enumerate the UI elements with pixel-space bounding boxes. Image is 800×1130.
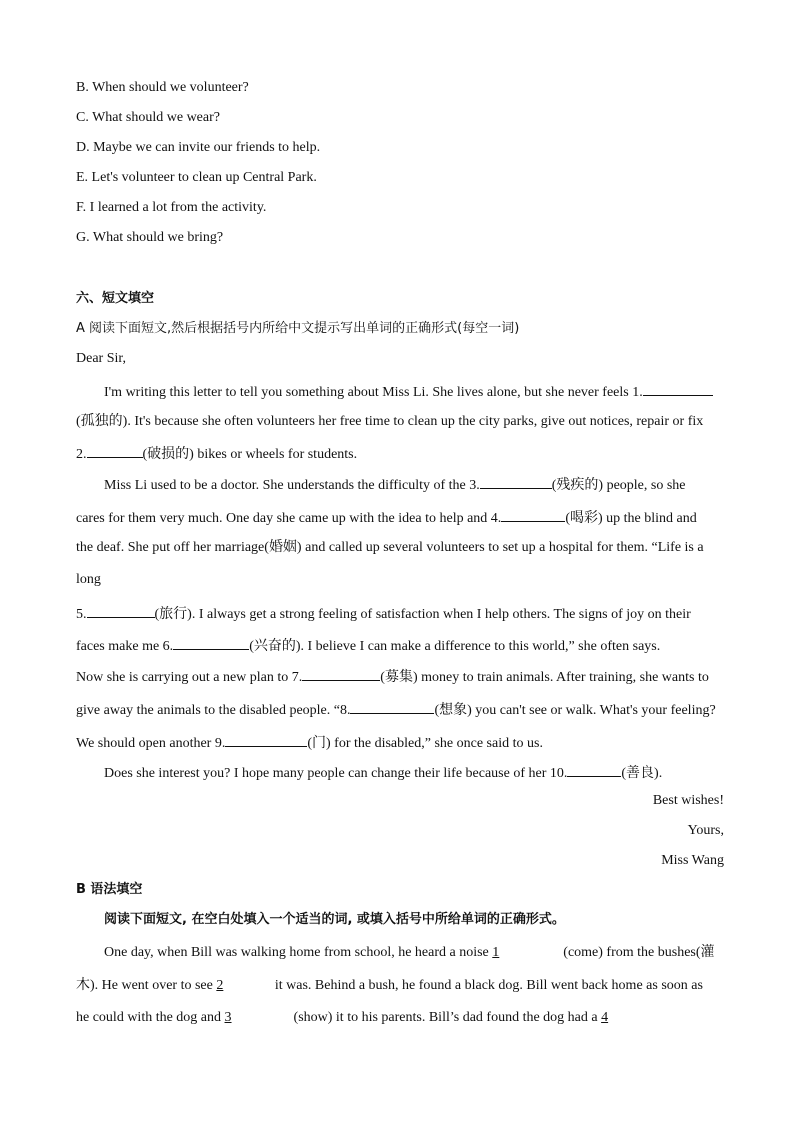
- paragraph-line: faces make me 6. (兴奋的). I believe I can make a difference to this world,” she often says.: [76, 635, 660, 656]
- paragraph-line: long: [76, 572, 101, 587]
- paragraph-line: Now she is carrying out a new plan to 7. (募集) money to train animals. After training, she wants to: [76, 666, 709, 687]
- option-g: G. What should we bring?: [76, 230, 224, 245]
- option-e: E. Let's volunteer to clean up Central Park.: [76, 170, 317, 185]
- blank-b4[interactable]: 4: [601, 1010, 609, 1025]
- paragraph-line: cares for them very much. One day she came up with the idea to help and 4. (喝彩) up the blind and: [76, 507, 697, 528]
- paragraph-line: I'm writing this letter to tell you something about Miss Li. She lives alone, but she never feels 1.: [104, 381, 713, 402]
- closing-signature: Miss Wang: [661, 853, 724, 868]
- paragraph-line: give away the animals to the disabled people. “8. (想象) you can't see or walk. What's your feeling?: [76, 699, 716, 720]
- paragraph-line: Miss Li used to be a doctor. She understands the difficulty of the 3. (残疾的) people, so she: [104, 474, 686, 495]
- paragraph-line: Does she interest you? I hope many people can change their life because of her 10. (善良).: [104, 762, 662, 783]
- closing-yours: Yours,: [687, 823, 724, 838]
- paragraph-line: 2. (破损的) bikes or wheels for students.: [76, 443, 357, 464]
- paragraph-line: the deaf. She put off her marriage(婚姻) and called up several volunteers to set up a hospital for them. “Life is a: [76, 540, 704, 555]
- option-f: F. I learned a lot from the activity.: [76, 200, 267, 215]
- option-c: C. What should we wear?: [76, 110, 220, 125]
- blank-4[interactable]: [501, 507, 565, 522]
- blank-b2[interactable]: 2: [216, 978, 224, 993]
- blank-8[interactable]: [350, 699, 434, 714]
- paragraph-line: (孤独的). It's because she often volunteers her free time to clean up the city parks, give out notices, repair or fix: [76, 414, 704, 429]
- option-b: B. When should we volunteer?: [76, 80, 249, 95]
- greeting: Dear Sir,: [76, 351, 126, 366]
- blank-6[interactable]: [173, 635, 249, 650]
- blank-3[interactable]: [480, 474, 552, 489]
- blank-9[interactable]: [225, 732, 307, 747]
- option-d: D. Maybe we can invite our friends to help.: [76, 140, 321, 155]
- paragraph-line: We should open another 9. (门) for the disabled,” she once said to us.: [76, 732, 543, 753]
- blank-b3[interactable]: 3: [224, 1010, 232, 1025]
- blank-2[interactable]: [87, 443, 143, 458]
- paragraph-line: 木). He went over to see 2 it was. Behind a bush, he found a black dog. Bill went back home as soon as: [76, 978, 703, 993]
- blank-10[interactable]: [567, 762, 621, 777]
- paragraph-line: 5. (旅行). I always get a strong feeling of satisfaction when I help others. The signs of joy on their: [76, 603, 691, 624]
- part-b-instruction: 阅读下面短文, 在空白处填入一个适当的词, 或填入括号中所给单词的正确形式。: [104, 912, 565, 927]
- section-heading: 六、短文填空: [76, 291, 155, 306]
- paragraph-line: One day, when Bill was walking home from school, he heard a noise 1 (come) from the bushes(灌: [104, 945, 715, 960]
- blank-5[interactable]: [87, 603, 155, 618]
- blank-7[interactable]: [302, 666, 380, 681]
- closing-best-wishes: Best wishes!: [652, 793, 724, 808]
- blank-1[interactable]: [643, 381, 713, 396]
- part-a-instruction: A 阅读下面短文,然后根据括号内所给中文提示写出单词的正确形式(每空一词): [76, 321, 520, 336]
- paragraph-line: he could with the dog and 3 (show) it to his parents. Bill’s dad found the dog had a 4: [76, 1007, 670, 1027]
- blank-b1[interactable]: 1: [492, 945, 500, 960]
- part-b-title: B 语法填空: [76, 882, 143, 897]
